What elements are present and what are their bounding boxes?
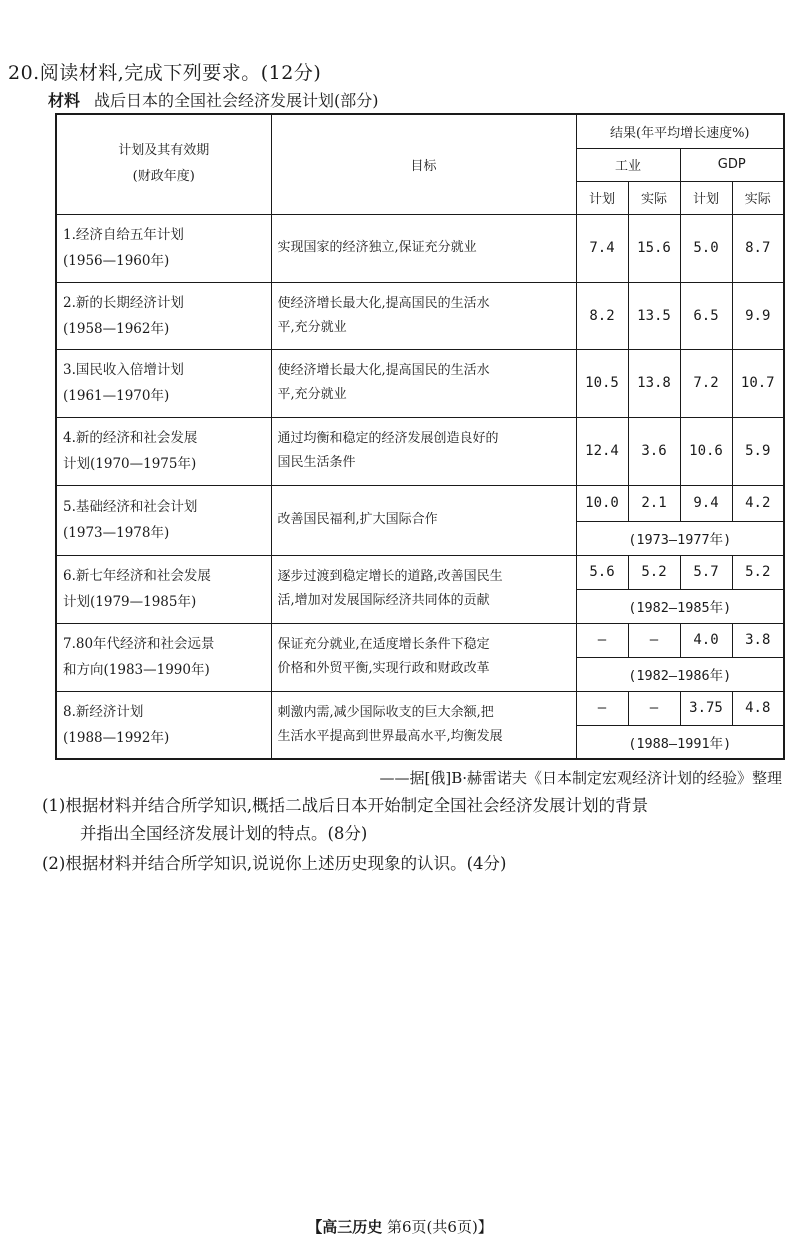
material-label: 材料: [48, 91, 81, 110]
plans-table: [55, 113, 785, 760]
header-plan-sub: (财政年度): [132, 169, 195, 185]
goal-cell: [271, 349, 576, 417]
gdp-actual: 9.9: [732, 282, 784, 349]
plan-name: 2.新的长期经济计划: [63, 294, 184, 311]
industry-actual: 5.2: [628, 555, 680, 589]
table-row: [56, 555, 784, 589]
industry-actual: 13.8: [628, 349, 680, 417]
effective-range: (1973—1977年): [576, 521, 784, 555]
effective-range: (1988—1991年): [576, 725, 784, 759]
plan-name: 6.新七年经济和社会发展: [63, 568, 211, 584]
industry-actual: 15.6: [628, 214, 680, 282]
effective-range: (1982—1985年): [576, 589, 784, 623]
plan-cell: [56, 485, 271, 555]
industry-planned: 7.4: [576, 214, 628, 282]
header-industry-actual: 实际: [628, 181, 680, 214]
plan-name: 7.80年代经济和社会远景: [63, 636, 215, 652]
gdp-planned: 10.6: [680, 417, 732, 485]
goal-cell: [271, 417, 576, 485]
goal-line: 通过均衡和稳定的经济发展创造良好的: [277, 431, 499, 446]
header-gdp: GDP: [680, 148, 784, 181]
gdp-planned: 4.0: [680, 623, 732, 657]
plan-period: 和方向(1983—1990年): [63, 662, 210, 678]
gdp-planned: 9.4: [680, 485, 732, 521]
goal-line: 使经济增长最大化,提高国民的生活水: [277, 363, 490, 378]
plan-period: (1956—1960年): [63, 253, 170, 269]
industry-actual: 13.5: [628, 282, 680, 349]
gdp-planned: 5.0: [680, 214, 732, 282]
gdp-planned: 5.7: [680, 555, 732, 589]
task-1-line-1: (1)根据材料并结合所学知识,概括二战后日本开始制定全国社会经济发展计划的背景: [42, 796, 649, 815]
industry-planned: 8.2: [576, 282, 628, 349]
question-title: 20.阅读材料,完成下列要求。(12分): [8, 62, 322, 84]
gdp-actual: 8.7: [732, 214, 784, 282]
table-row: [56, 214, 784, 282]
industry-actual: —: [628, 691, 680, 725]
plan-name: 3.国民收入倍增计划: [63, 362, 184, 378]
plan-name: 5.基础经济和社会计划: [63, 499, 198, 515]
industry-planned: 10.0: [576, 485, 628, 521]
plan-period: (1973—1978年): [63, 525, 170, 541]
goal-cell: [271, 485, 576, 555]
goal-line: 平,充分就业: [277, 387, 347, 402]
goal-line: 使经济增长最大化,提高国民的生活水: [277, 295, 490, 311]
goal-cell: [271, 555, 576, 623]
plan-name: 4.新的经济和社会发展: [63, 430, 198, 446]
footer-subject: 【高三历史: [307, 1218, 383, 1236]
table-row: [56, 417, 784, 485]
industry-planned: 5.6: [576, 555, 628, 589]
task-1-line-2: 并指出全国经济发展计划的特点。(8分): [80, 824, 368, 843]
plan-cell: [56, 555, 271, 623]
goal-line: 价格和外贸平衡,实现行政和财政改革: [277, 661, 490, 676]
goal-cell: [271, 282, 576, 349]
task-2: (2)根据材料并结合所学知识,说说你上述历史现象的认识。(4分): [42, 854, 507, 873]
material-title: [48, 88, 379, 111]
plan-period: (1988—1992年): [63, 729, 170, 746]
table-row: [56, 623, 784, 657]
gdp-planned: 3.75: [680, 691, 732, 725]
gdp-actual: 5.2: [732, 555, 784, 589]
plan-cell: [56, 282, 271, 349]
plan-cell: [56, 349, 271, 417]
plan-name: 8.新经济计划: [63, 703, 144, 720]
industry-planned: 12.4: [576, 417, 628, 485]
table-row: [56, 349, 784, 417]
plan-cell: [56, 623, 271, 691]
goal-cell: [271, 214, 576, 282]
goal-line: 逐步过渡到稳定增长的道路,改善国民生: [277, 569, 503, 584]
gdp-actual: 4.8: [732, 691, 784, 725]
industry-planned: —: [576, 691, 628, 725]
gdp-actual: 3.8: [732, 623, 784, 657]
header-plan-label: 计划及其有效期: [118, 143, 210, 159]
header-gdp-actual: 实际: [732, 181, 784, 214]
header-gdp-planned: 计划: [680, 181, 732, 214]
plan-cell: [56, 417, 271, 485]
industry-actual: 2.1: [628, 485, 680, 521]
table-row: [56, 485, 784, 521]
header-goal: 目标: [271, 114, 576, 214]
goal-line: 保证充分就业,在适度增长条件下稳定: [277, 637, 490, 652]
goal-line: 生活水平提高到世界最高水平,均衡发展: [277, 728, 503, 744]
goal-cell: [271, 691, 576, 759]
plan-cell: [56, 214, 271, 282]
header-industry: 工业: [576, 148, 680, 181]
header-plan: [56, 114, 271, 214]
material-caption: 战后日本的全国社会经济发展计划(部分): [94, 91, 379, 110]
goal-line: 刺激内需,减少国际收支的巨大余额,把: [277, 704, 494, 720]
goal-line: 实现国家的经济独立,保证充分就业: [277, 240, 477, 255]
goal-line: 平,充分就业: [277, 319, 347, 335]
plan-period: 计划(1970—1975年): [63, 456, 197, 472]
goal-cell: [271, 623, 576, 691]
gdp-planned: 7.2: [680, 349, 732, 417]
goal-line: 改善国民福利,扩大国际合作: [277, 512, 438, 527]
industry-actual: 3.6: [628, 417, 680, 485]
table-row: [56, 282, 784, 349]
plan-period: (1958—1962年): [63, 320, 170, 337]
plan-period: (1961—1970年): [63, 388, 170, 404]
page-footer: [0, 1216, 800, 1237]
header-result: 结果(年平均增长速度%): [576, 114, 784, 148]
industry-planned: —: [576, 623, 628, 657]
gdp-actual: 4.2: [732, 485, 784, 521]
plan-period: 计划(1979—1985年): [63, 594, 197, 610]
task-1: [42, 792, 782, 848]
gdp-planned: 6.5: [680, 282, 732, 349]
industry-actual: —: [628, 623, 680, 657]
gdp-actual: 5.9: [732, 417, 784, 485]
header-industry-planned: 计划: [576, 181, 628, 214]
source-citation: ——据[俄]B·赫雷诺夫《日本制定宏观经济计划的经验》整理: [379, 769, 782, 787]
plan-cell: [56, 691, 271, 759]
table-row: [56, 691, 784, 725]
plan-name: 1.经济自给五年计划: [63, 227, 184, 243]
effective-range: (1982—1986年): [576, 657, 784, 691]
footer-page: 第6页(共6页)】: [387, 1218, 493, 1236]
gdp-actual: 10.7: [732, 349, 784, 417]
goal-line: 活,增加对发展国际经济共同体的贡献: [277, 593, 490, 608]
goal-line: 国民生活条件: [277, 455, 356, 470]
industry-planned: 10.5: [576, 349, 628, 417]
